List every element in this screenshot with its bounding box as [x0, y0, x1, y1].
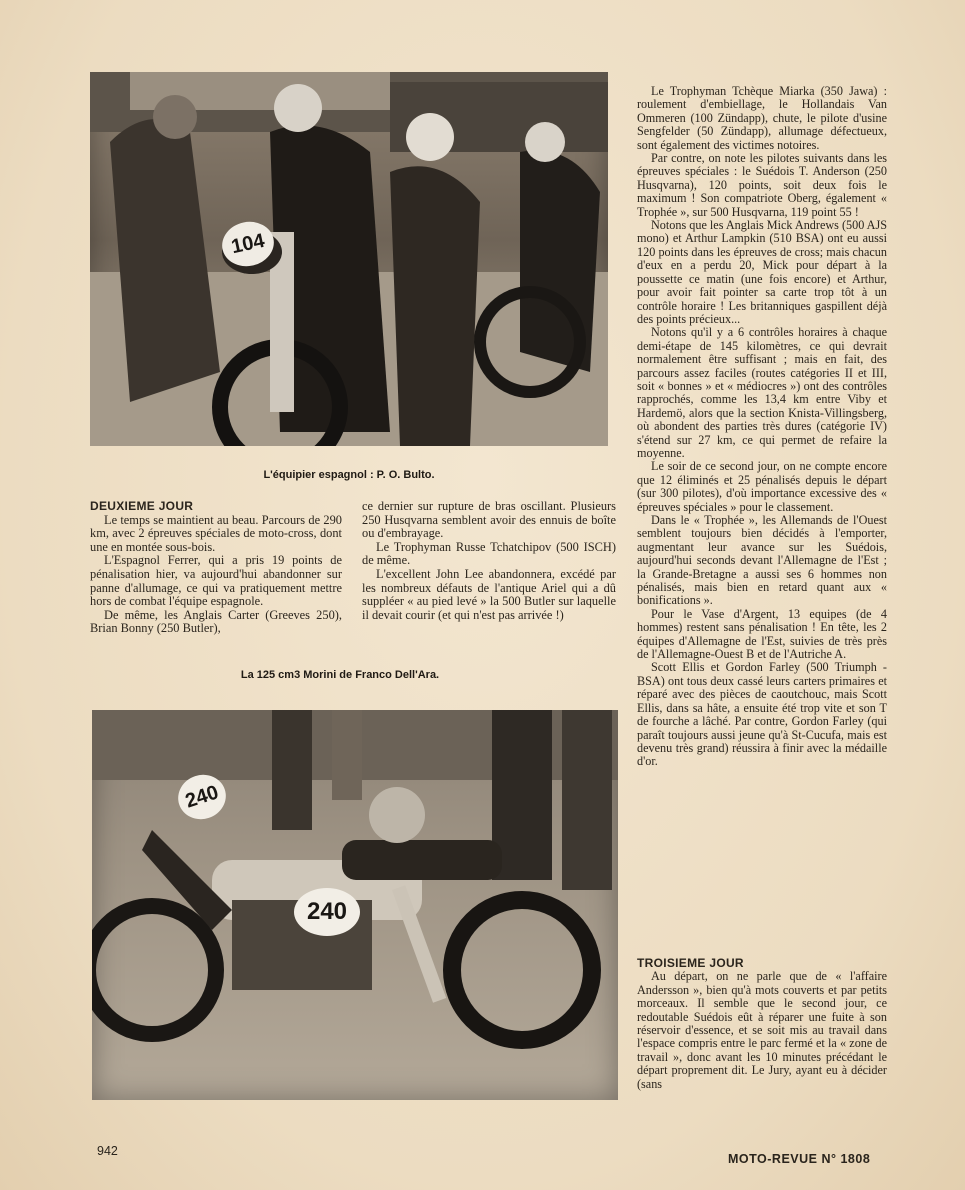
paragraph: ce dernier sur rupture de bras oscillant. Plusieurs 250 Husqvarna semblent avoir des ennuis de boîte ou d'embrayage.	[362, 499, 616, 541]
paragraph: Au départ, on ne parle que de « l'affaire Andersson », bien qu'à mots couverts et par petits morceaux. Il semble que le second jour, ce redoutable Suédois eût à réparer une fuite à son réservoir d'essence, et se soit mis au travail dans l'espace compris entre le parc fermé et la « zone de travail », donc avant les 10 minutes précédant le départ proprement dit. Le Jury, ayant eu à décider (sans	[637, 969, 887, 1091]
column-left	[90, 500, 342, 636]
paragraph: Le soir de ce second jour, on ne compte encore que 12 éliminés et 25 pénalisés depuis le départ (sur 300 pilotes), d'où importance excessive des « épreuves spéciales » pour le classement.	[637, 459, 887, 514]
paragraph: Le Trophyman Russe Tchatchipov (500 ISCH) de même.	[362, 539, 616, 568]
paragraph: Le Trophyman Tchèque Miarka (350 Jawa) : roulement d'embiellage, le Hollandais Van Ommeren (100 Zündapp), chute, le pilote d'usine Sengfelder (50 Zündapp), allumage défectueux, sont également des victimes notoires.	[637, 84, 887, 152]
caption-photo-2: La 125 cm3 Morini de Franco Dell'Ara.	[240, 669, 440, 681]
paragraph: L'Espagnol Ferrer, qui a pris 19 points de pénalisation hier, va aujourd'hui abandonner sur panne d'allumage, ce qui va pratiquement mettre hors de combat l'équipe espagnole.	[90, 553, 342, 609]
caption-photo-1: L'équipier espagnol : P. O. Bulto.	[263, 469, 435, 481]
paragraph: Par contre, on note les pilotes suivants dans les épreuves spéciales : le Suédois T. Anderson (250 Husqvarna), 120 points, soit deux fois le maximum ! Son compatriote Oberg, également « Trophée », sur 500 Husqvarna, 119 point 55 !	[637, 151, 887, 219]
race-number-plate-front: 240	[172, 769, 231, 826]
paragraph: Notons qu'il y a 6 contrôles horaires à chaque demi-étape de 145 kilomètres, ce qui devrait normalement être suffisant ; mais en fait, des parcours assez faciles (routes catégories II et III, soit « bonnes » et « médiocres ») ont des contrôles rapprochés, comme les 13,4 km entre Viby et Hardemö, alors que la section Knista-Villingsberg, où abondent des parties très dures (catégorie IV) s'étend sur 27 km, ce qui permet de refaire la moyenne.	[637, 325, 887, 460]
race-number-plate: 104	[218, 217, 278, 271]
paragraph: Dans le « Trophée », les Allemands de l'Ouest semblent toujours bien décidés à l'emporter, augmentant leur avance sur les Suédois, aujourd'hui seconds devant l'Allemagne de l'Est ; la Grande-Bretagne a aussi ses 6 hommes non pénalisés, mais bien en retard quant aux « bonifications ».	[637, 513, 887, 608]
paragraph: Pour le Vase d'Argent, 13 equipes (de 4 hommes) restent sans pénalisation ! En tête, les 2 équipes d'Allemagne de l'Est, suivies de très près de l'Allemagne-Ouest B et de l'Autriche A.	[637, 606, 887, 662]
section-heading-deuxieme-jour: DEUXIEME JOUR	[90, 499, 194, 513]
paragraph: Scott Ellis et Gordon Farley (500 Triumph - BSA) ont tous deux cassé leurs carters primaires et réparé avec des pièces de caoutchouc, mais Scott Ellis, dans sa hâte, a ensuite été trop vite et son T de fourche a lâché. Par contre, Gordon Farley (qui paraît toujours aussi jeune qu'à St-Cucufa, mais est devenu très grand) réussira à finir avec la médaille d'or.	[637, 660, 887, 769]
paragraph: Notons que les Anglais Mick Andrews (500 AJS mono) et Arthur Lampkin (510 BSA) ont eu aussi 120 points dans les épreuves de cross; mais chacun d'eux en a perdu 20, Mick pour départ à la poussette ce matin (une fois encore) et Arthur, pour avoir fait pointer sa carte trop tôt à un contrôle horaire ! Les britanniques gaspillent déjà des points précieux...	[637, 218, 887, 326]
photo-bulto	[90, 72, 608, 446]
column-right-lower	[637, 957, 887, 1091]
column-right	[637, 85, 887, 769]
paragraph: De même, les Anglais Carter (Greeves 250), Brian Bonny (250 Butler),	[90, 607, 342, 636]
section-heading-troisieme-jour: TROISIEME JOUR	[637, 956, 744, 970]
paragraph: L'excellent John Lee abandonnera, excédé par les nombreux défauts de l'antique Ariel qui a dû suppléer « au pied levé » la 500 Butler sur laquelle il devait courir (et qui n'est pas arrivée !)	[362, 566, 616, 622]
column-middle	[362, 500, 616, 622]
photo-bulto-illustration	[90, 72, 608, 446]
page-number: 942	[97, 1144, 118, 1158]
race-number-plate-side: 240	[294, 888, 360, 936]
magazine-footer: MOTO-REVUE N° 1808	[728, 1152, 871, 1166]
paragraph: Le temps se maintient au beau. Parcours de 290 km, avec 2 épreuves spéciales de moto-cross, dont une en montée sous-bois.	[90, 512, 342, 554]
photo-morini	[92, 710, 618, 1100]
